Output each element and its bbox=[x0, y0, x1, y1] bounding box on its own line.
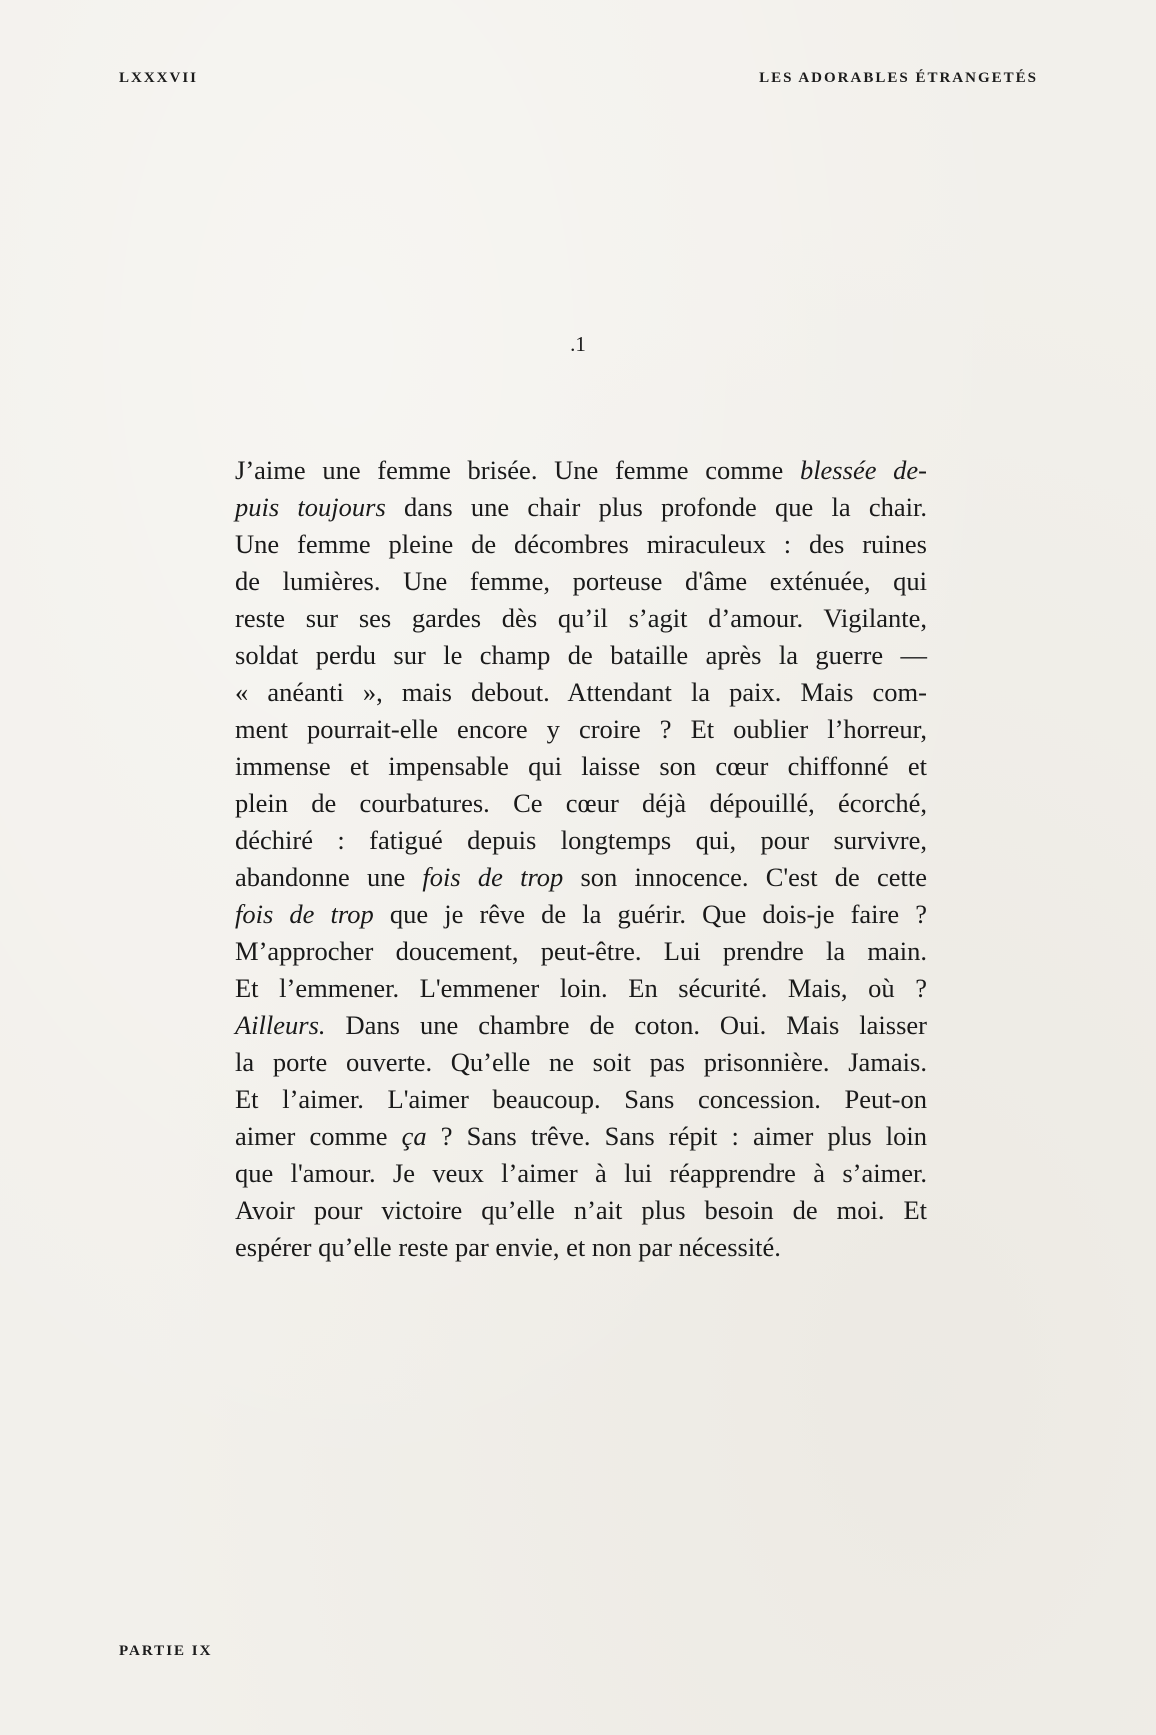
italic-text: fois de trop bbox=[235, 899, 374, 929]
footer-part-label: PARTIE IX bbox=[119, 1643, 213, 1659]
text-line bbox=[235, 970, 927, 1007]
text-line bbox=[235, 452, 927, 489]
text-segment: de lumières. Une femme, porteuse d'âme exténuée, qui bbox=[235, 566, 927, 596]
text-segment: Dans une chambre de coton. Oui. Mais laisser bbox=[325, 1010, 927, 1040]
italic-text: ça bbox=[401, 1121, 427, 1151]
body-paragraph bbox=[235, 452, 927, 1266]
text-line bbox=[235, 822, 927, 859]
text-segment: abandonne une bbox=[235, 862, 423, 892]
text-line bbox=[235, 1192, 927, 1229]
running-head-book-title: LES ADORABLES ÉTRANGETÉS bbox=[759, 70, 1038, 86]
text-segment: plein de courbatures. Ce cœur déjà dépouillé, écorché, bbox=[235, 788, 927, 818]
text-line bbox=[235, 748, 927, 785]
running-head-chapter-number: LXXXVII bbox=[119, 70, 199, 86]
text-segment: que l'amour. Je veux l’aimer à lui réapprendre à s’aimer. bbox=[235, 1158, 927, 1188]
italic-text: fois de trop bbox=[422, 862, 564, 892]
text-segment: immense et impensable qui laisse son cœur chiffonné et bbox=[235, 751, 927, 781]
text-line bbox=[235, 489, 927, 526]
text-segment: ment pourrait-elle encore y croire ? Et oublier l’horreur, bbox=[235, 714, 927, 744]
text-segment: aimer comme bbox=[235, 1121, 402, 1151]
text-segment: reste sur ses gardes dès qu’il s’agit d’amour. Vigilante, bbox=[235, 603, 927, 633]
text-segment: espérer qu’elle reste par envie, et non par nécessité. bbox=[235, 1232, 781, 1262]
text-line bbox=[235, 859, 927, 896]
text-segment: dans une chair plus profonde que la chair. bbox=[385, 492, 927, 522]
text-line bbox=[235, 1155, 927, 1192]
text-line bbox=[235, 1007, 927, 1044]
text-segment: Avoir pour victoire qu’elle n’ait plus besoin de moi. Et bbox=[235, 1195, 927, 1225]
italic-text: Ailleurs. bbox=[235, 1010, 326, 1040]
text-segment: Et l’aimer. L'aimer beaucoup. Sans concession. Peut-on bbox=[235, 1084, 927, 1114]
text-line bbox=[235, 785, 927, 822]
text-segment: Et l’emmener. L'emmener loin. En sécurité. Mais, où ? bbox=[235, 973, 927, 1003]
text-line bbox=[235, 1229, 927, 1266]
text-segment: « anéanti », mais debout. Attendant la paix. Mais com- bbox=[235, 677, 927, 707]
text-line bbox=[235, 896, 927, 933]
text-line bbox=[235, 637, 927, 674]
text-segment: J’aime une femme brisée. Une femme comme bbox=[235, 455, 800, 485]
italic-text: blessée de- bbox=[799, 455, 927, 485]
text-line bbox=[235, 933, 927, 970]
text-line bbox=[235, 1081, 927, 1118]
text-segment: Une femme pleine de décombres miraculeux : des ruines bbox=[235, 529, 927, 559]
text-line bbox=[235, 526, 927, 563]
text-segment: son innocence. C'est de cette bbox=[563, 862, 927, 892]
text-line bbox=[235, 600, 927, 637]
text-line bbox=[235, 1118, 927, 1155]
text-segment: ? Sans trêve. Sans répit : aimer plus loin bbox=[426, 1121, 927, 1151]
text-line bbox=[235, 711, 927, 748]
text-line bbox=[235, 563, 927, 600]
text-segment: que je rêve de la guérir. Que dois-je faire ? bbox=[373, 899, 927, 929]
text-line bbox=[235, 674, 927, 711]
italic-text: puis toujours bbox=[235, 492, 386, 522]
text-segment: la porte ouverte. Qu’elle ne soit pas prisonnière. Jamais. bbox=[235, 1047, 927, 1077]
text-segment: M’approcher doucement, peut-être. Lui prendre la main. bbox=[235, 936, 927, 966]
text-segment: déchiré : fatigué depuis longtemps qui, pour survivre, bbox=[235, 825, 927, 855]
text-line bbox=[235, 1044, 927, 1081]
section-number: .1 bbox=[570, 332, 586, 356]
text-segment: soldat perdu sur le champ de bataille après la guerre — bbox=[235, 640, 927, 670]
